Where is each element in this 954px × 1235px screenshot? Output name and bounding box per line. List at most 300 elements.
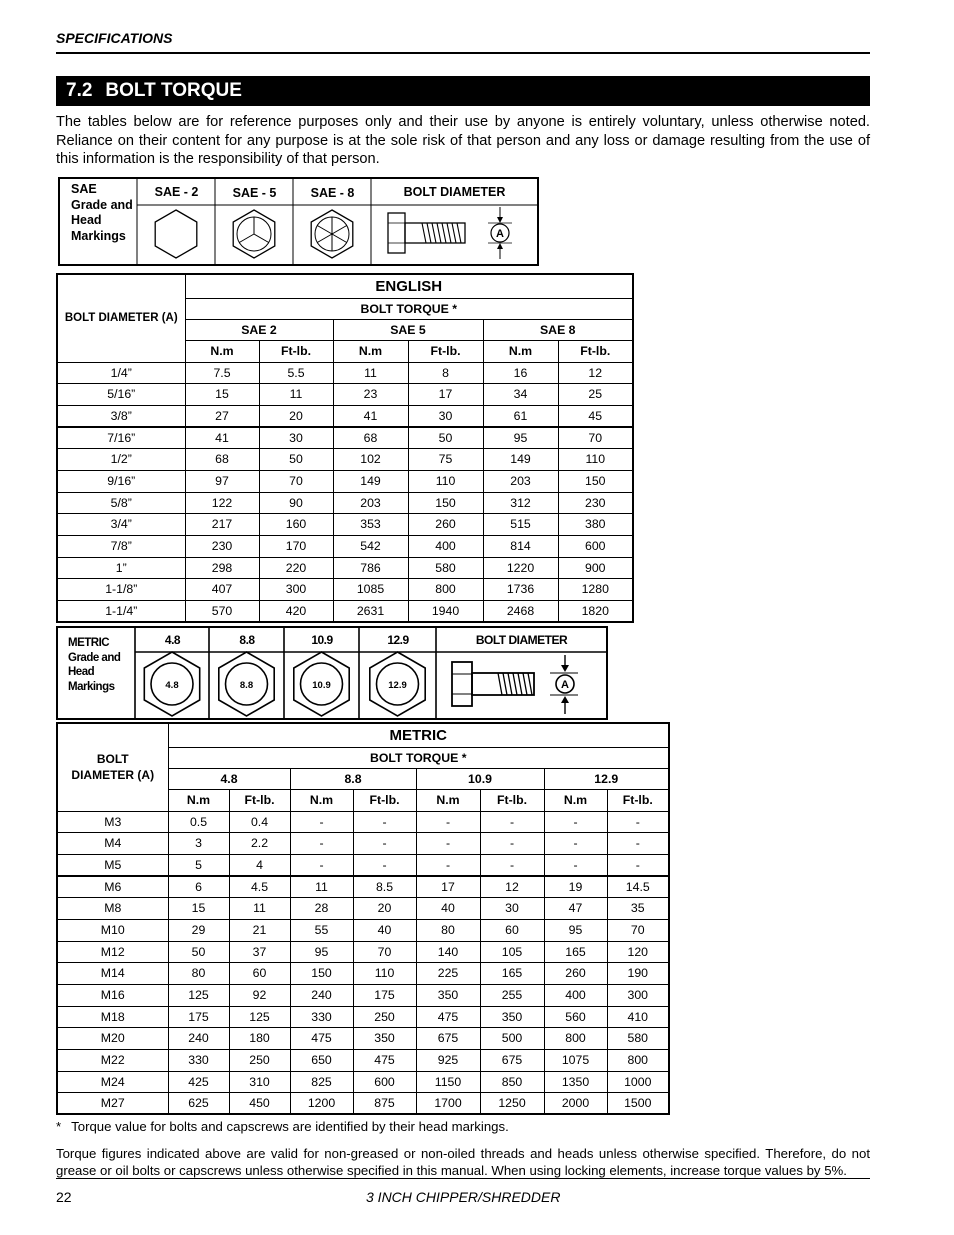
eng-diameter-cell: 1-1/8”	[57, 578, 185, 600]
eng-value-cell: 5.5	[259, 362, 333, 383]
eng-value-cell: 570	[185, 600, 259, 622]
english-title: ENGLISH	[185, 274, 633, 298]
eng-value-cell: 122	[185, 492, 259, 513]
eng-value-cell: 110	[558, 448, 633, 470]
eng-value-cell: 203	[483, 470, 558, 492]
met-value-cell: -	[607, 832, 669, 854]
eng-value-cell: 150	[558, 470, 633, 492]
met-value-cell: 70	[607, 919, 669, 941]
sae-grade-label-2: SAE - 2	[154, 185, 199, 199]
eng-unit-header: N.m	[185, 340, 259, 362]
english-bolt-diameter-header: BOLT DIAMETER (A)	[57, 274, 185, 362]
met-diameter-cell: M20	[57, 1027, 168, 1049]
metric-grade-label: 4.8	[164, 633, 181, 647]
met-value-cell: -	[544, 811, 607, 832]
met-value-cell: 17	[416, 876, 480, 897]
eng-value-cell: 170	[259, 535, 333, 557]
table-row	[57, 919, 669, 941]
eng-diameter-cell: 1/4”	[57, 362, 185, 383]
met-unit-header: Ft-lb.	[229, 789, 290, 811]
met-value-cell: 3	[168, 832, 229, 854]
met-value-cell: 850	[480, 1071, 544, 1092]
met-unit-header: N.m	[290, 789, 353, 811]
met-value-cell: -	[290, 854, 353, 876]
met-value-cell: 35	[607, 897, 669, 919]
met-value-cell: 95	[290, 941, 353, 962]
metric-hexagon-grade-text: 4.8	[165, 680, 179, 691]
eng-diameter-cell: 5/16”	[57, 383, 185, 405]
met-grade-header: 12.9	[544, 768, 669, 789]
eng-value-cell: 149	[333, 470, 408, 492]
eng-value-cell: 600	[558, 535, 633, 557]
sae8-hexagon-icon	[311, 210, 353, 258]
eng-value-cell: 7.5	[185, 362, 259, 383]
metric-grade-hexagon-icon	[219, 652, 274, 716]
metric-grade-hexagon-icon	[144, 652, 199, 716]
met-value-cell: 330	[168, 1049, 229, 1071]
eng-value-cell: 1736	[483, 578, 558, 600]
met-value-cell: 410	[607, 1006, 669, 1027]
met-diameter-cell: M16	[57, 984, 168, 1006]
met-diameter-cell: M10	[57, 919, 168, 941]
met-diameter-cell: M12	[57, 941, 168, 962]
met-value-cell: 5	[168, 854, 229, 876]
met-diameter-cell: M3	[57, 811, 168, 832]
met-value-cell: 1500	[607, 1092, 669, 1114]
eng-value-cell: 68	[185, 448, 259, 470]
met-value-cell: -	[607, 854, 669, 876]
metric-title: METRIC	[168, 723, 669, 747]
met-value-cell: 240	[290, 984, 353, 1006]
met-value-cell: 120	[607, 941, 669, 962]
metric-head-markings	[56, 626, 608, 720]
table-row	[57, 1049, 669, 1071]
sae-bolt-diameter-label: BOLT DIAMETER	[403, 185, 506, 199]
met-value-cell: -	[290, 832, 353, 854]
eng-value-cell: 68	[333, 427, 408, 448]
eng-value-cell: 300	[259, 578, 333, 600]
eng-value-cell: 400	[408, 535, 483, 557]
met-value-cell: 21	[229, 919, 290, 941]
metric-grade-label: 8.8	[239, 633, 255, 647]
eng-diameter-cell: 7/16”	[57, 427, 185, 448]
table-row	[57, 427, 633, 448]
met-value-cell: 400	[544, 984, 607, 1006]
eng-value-cell: 1280	[558, 578, 633, 600]
eng-value-cell: 41	[185, 427, 259, 448]
eng-diameter-cell: 5/8”	[57, 492, 185, 513]
met-grade-header: 4.8	[168, 768, 290, 789]
eng-value-cell: 50	[408, 427, 483, 448]
met-value-cell: -	[416, 854, 480, 876]
met-value-cell: 600	[353, 1071, 416, 1092]
table-row	[57, 535, 633, 557]
met-value-cell: 55	[290, 919, 353, 941]
eng-grade-header: SAE 5	[333, 319, 483, 340]
footer-title: 3 INCH CHIPPER/SHREDDER	[366, 1189, 561, 1205]
table-row	[57, 854, 669, 876]
met-value-cell: 50	[168, 941, 229, 962]
metric-grade-hexagon-icon	[294, 652, 349, 716]
table-row	[57, 1071, 669, 1092]
eng-value-cell: 25	[558, 383, 633, 405]
section-title: BOLT TORQUE	[105, 80, 242, 101]
eng-value-cell: 110	[408, 470, 483, 492]
met-value-cell: 225	[416, 962, 480, 984]
table-row	[57, 876, 669, 897]
met-diameter-cell: M4	[57, 832, 168, 854]
sae-grade-label-5: SAE - 5	[232, 186, 277, 200]
eng-value-cell: 160	[259, 513, 333, 535]
eng-value-cell: 34	[483, 383, 558, 405]
met-value-cell: 140	[416, 941, 480, 962]
metric-bolt-diameter-icon	[452, 655, 578, 714]
met-value-cell: -	[353, 832, 416, 854]
metric-grade-hexagon-icon	[370, 652, 425, 716]
met-value-cell: 350	[416, 984, 480, 1006]
met-value-cell: 60	[229, 962, 290, 984]
met-value-cell: 330	[290, 1006, 353, 1027]
met-value-cell: 29	[168, 919, 229, 941]
section-title-bar	[56, 76, 870, 106]
met-value-cell: 19	[544, 876, 607, 897]
met-value-cell: 150	[290, 962, 353, 984]
eng-value-cell: 149	[483, 448, 558, 470]
eng-value-cell: 30	[259, 427, 333, 448]
met-value-cell: 825	[290, 1071, 353, 1092]
met-value-cell: 95	[544, 919, 607, 941]
met-value-cell: 92	[229, 984, 290, 1006]
eng-value-cell: 1940	[408, 600, 483, 622]
met-value-cell: 475	[416, 1006, 480, 1027]
met-value-cell: 6	[168, 876, 229, 897]
met-value-cell: 1250	[480, 1092, 544, 1114]
eng-unit-header: Ft-lb.	[408, 340, 483, 362]
met-value-cell: 47	[544, 897, 607, 919]
metric-hexagon-grade-text: 12.9	[388, 680, 407, 691]
met-value-cell: 125	[229, 1006, 290, 1027]
eng-value-cell: 11	[259, 383, 333, 405]
met-value-cell: 175	[353, 984, 416, 1006]
met-value-cell: -	[480, 854, 544, 876]
met-value-cell: 800	[607, 1049, 669, 1071]
met-value-cell: 37	[229, 941, 290, 962]
met-value-cell: 165	[544, 941, 607, 962]
eng-value-cell: 17	[408, 383, 483, 405]
met-value-cell: -	[480, 811, 544, 832]
table-row	[57, 513, 633, 535]
met-value-cell: 0.5	[168, 811, 229, 832]
eng-unit-header: Ft-lb.	[259, 340, 333, 362]
section-number: 7.2	[66, 80, 93, 101]
eng-grade-header: SAE 2	[185, 319, 333, 340]
met-value-cell: -	[353, 854, 416, 876]
header-rule	[56, 52, 870, 54]
eng-value-cell: 542	[333, 535, 408, 557]
eng-value-cell: 420	[259, 600, 333, 622]
eng-value-cell: 2468	[483, 600, 558, 622]
met-diameter-cell: M24	[57, 1071, 168, 1092]
met-value-cell: 4.5	[229, 876, 290, 897]
met-unit-header: N.m	[168, 789, 229, 811]
metric-markings-label: METRIC Grade and Head Markings	[68, 637, 121, 693]
met-value-cell: 240	[168, 1027, 229, 1049]
metric-torque-table	[56, 722, 670, 1115]
eng-value-cell: 1820	[558, 600, 633, 622]
eng-value-cell: 41	[333, 405, 408, 427]
table-row	[57, 897, 669, 919]
met-value-cell: 250	[353, 1006, 416, 1027]
met-grade-header: 8.8	[290, 768, 416, 789]
met-value-cell: 560	[544, 1006, 607, 1027]
eng-value-cell: 220	[259, 557, 333, 578]
met-value-cell: 675	[480, 1049, 544, 1071]
met-value-cell: 12	[480, 876, 544, 897]
met-value-cell: 2.2	[229, 832, 290, 854]
met-value-cell: 425	[168, 1071, 229, 1092]
eng-value-cell: 260	[408, 513, 483, 535]
met-value-cell: 11	[229, 897, 290, 919]
met-value-cell: 11	[290, 876, 353, 897]
eng-value-cell: 30	[408, 405, 483, 427]
met-diameter-cell: M22	[57, 1049, 168, 1071]
torque-footnote	[56, 1119, 509, 1134]
table-row	[57, 1027, 669, 1049]
eng-value-cell: 8	[408, 362, 483, 383]
met-value-cell: 1075	[544, 1049, 607, 1071]
table-row	[57, 470, 633, 492]
met-value-cell: 1700	[416, 1092, 480, 1114]
met-value-cell: 15	[168, 897, 229, 919]
eng-unit-header: N.m	[333, 340, 408, 362]
met-value-cell: 80	[168, 962, 229, 984]
table-row	[57, 362, 633, 383]
eng-value-cell: 580	[408, 557, 483, 578]
metric-grade-label: 12.9	[387, 633, 409, 647]
eng-unit-header: N.m	[483, 340, 558, 362]
met-value-cell: 8.5	[353, 876, 416, 897]
metric-torque-label: BOLT TORQUE *	[168, 747, 669, 768]
sae-bolt-diameter-icon	[388, 207, 512, 259]
metric-diameter-marker: A	[561, 679, 569, 691]
met-unit-header: Ft-lb.	[353, 789, 416, 811]
eng-value-cell: 1220	[483, 557, 558, 578]
eng-value-cell: 95	[483, 427, 558, 448]
met-value-cell: 175	[168, 1006, 229, 1027]
eng-value-cell: 102	[333, 448, 408, 470]
met-diameter-cell: M18	[57, 1006, 168, 1027]
met-value-cell: 650	[290, 1049, 353, 1071]
eng-value-cell: 27	[185, 405, 259, 427]
eng-value-cell: 75	[408, 448, 483, 470]
met-value-cell: 350	[353, 1027, 416, 1049]
running-header: SPECIFICATIONS	[56, 30, 173, 46]
sae-diameter-marker: A	[496, 228, 504, 240]
met-value-cell: 125	[168, 984, 229, 1006]
metric-bolt-diameter-header: BOLT DIAMETER (A)	[57, 723, 168, 811]
met-value-cell: 190	[607, 962, 669, 984]
metric-hexagon-grade-text: 8.8	[239, 680, 254, 691]
eng-value-cell: 380	[558, 513, 633, 535]
met-value-cell: 500	[480, 1027, 544, 1049]
met-value-cell: 300	[607, 984, 669, 1006]
met-value-cell: 250	[229, 1049, 290, 1071]
eng-value-cell: 217	[185, 513, 259, 535]
met-value-cell: -	[544, 832, 607, 854]
table-row	[57, 941, 669, 962]
met-value-cell: 800	[544, 1027, 607, 1049]
eng-value-cell: 50	[259, 448, 333, 470]
eng-value-cell: 1085	[333, 578, 408, 600]
met-value-cell: 260	[544, 962, 607, 984]
met-value-cell: 2000	[544, 1092, 607, 1114]
sae2-hexagon-icon	[155, 210, 197, 258]
table-row	[57, 492, 633, 513]
met-unit-header: N.m	[544, 789, 607, 811]
met-unit-header: N.m	[416, 789, 480, 811]
met-value-cell: 350	[480, 1006, 544, 1027]
eng-unit-header: Ft-lb.	[558, 340, 633, 362]
table-row	[57, 984, 669, 1006]
metric-hexagon-grade-text: 10.9	[312, 680, 331, 691]
eng-diameter-cell: 7/8”	[57, 535, 185, 557]
sae-markings-label: SAE Grade and Head Markings	[71, 182, 133, 243]
eng-value-cell: 97	[185, 470, 259, 492]
met-value-cell: -	[290, 811, 353, 832]
eng-value-cell: 298	[185, 557, 259, 578]
eng-value-cell: 90	[259, 492, 333, 513]
met-value-cell: 580	[607, 1027, 669, 1049]
met-diameter-cell: M27	[57, 1092, 168, 1114]
eng-value-cell: 70	[558, 427, 633, 448]
eng-value-cell: 16	[483, 362, 558, 383]
met-value-cell: 1000	[607, 1071, 669, 1092]
met-unit-header: Ft-lb.	[480, 789, 544, 811]
table-row	[57, 962, 669, 984]
table-row	[57, 1092, 669, 1114]
eng-diameter-cell: 1-1/4”	[57, 600, 185, 622]
table-row	[57, 832, 669, 854]
met-value-cell: 0.4	[229, 811, 290, 832]
eng-value-cell: 312	[483, 492, 558, 513]
table-row	[57, 557, 633, 578]
met-value-cell: 30	[480, 897, 544, 919]
footer-rule	[56, 1178, 870, 1179]
eng-value-cell: 23	[333, 383, 408, 405]
met-value-cell: 1350	[544, 1071, 607, 1092]
eng-value-cell: 70	[259, 470, 333, 492]
english-torque-table	[56, 273, 634, 623]
eng-value-cell: 786	[333, 557, 408, 578]
eng-value-cell: 407	[185, 578, 259, 600]
met-value-cell: 1150	[416, 1071, 480, 1092]
table-row	[57, 578, 633, 600]
eng-diameter-cell: 9/16”	[57, 470, 185, 492]
torque-note-paragraph: Torque figures indicated above are valid for non-greased or non-oiled threads and heads unless otherwise specified. Therefore, do not grease or oil bolts or capscrews unless otherwise specified in this manual. When using locking elements, increase torque values by 5%.	[56, 1146, 870, 1178]
eng-value-cell: 12	[558, 362, 633, 383]
table-row	[57, 448, 633, 470]
eng-value-cell: 20	[259, 405, 333, 427]
met-value-cell: -	[480, 832, 544, 854]
eng-value-cell: 2631	[333, 600, 408, 622]
eng-diameter-cell: 3/4”	[57, 513, 185, 535]
met-value-cell: 40	[353, 919, 416, 941]
met-value-cell: 14.5	[607, 876, 669, 897]
eng-value-cell: 61	[483, 405, 558, 427]
met-diameter-cell: M6	[57, 876, 168, 897]
footnote-marker: *	[56, 1119, 62, 1134]
met-value-cell: 310	[229, 1071, 290, 1092]
eng-value-cell: 15	[185, 383, 259, 405]
eng-value-cell: 814	[483, 535, 558, 557]
table-row	[57, 1006, 669, 1027]
met-value-cell: 105	[480, 941, 544, 962]
sae-head-markings	[58, 177, 539, 266]
eng-diameter-cell: 1/2”	[57, 448, 185, 470]
eng-grade-header: SAE 8	[483, 319, 633, 340]
eng-value-cell: 230	[558, 492, 633, 513]
eng-value-cell: 11	[333, 362, 408, 383]
eng-value-cell: 900	[558, 557, 633, 578]
met-value-cell: 180	[229, 1027, 290, 1049]
eng-value-cell: 515	[483, 513, 558, 535]
met-value-cell: 675	[416, 1027, 480, 1049]
met-value-cell: 40	[416, 897, 480, 919]
eng-value-cell: 45	[558, 405, 633, 427]
met-value-cell: 110	[353, 962, 416, 984]
met-value-cell: -	[544, 854, 607, 876]
eng-value-cell: 230	[185, 535, 259, 557]
eng-diameter-cell: 1”	[57, 557, 185, 578]
met-value-cell: -	[416, 811, 480, 832]
met-value-cell: 475	[290, 1027, 353, 1049]
met-value-cell: 875	[353, 1092, 416, 1114]
eng-value-cell: 353	[333, 513, 408, 535]
sae-grade-label-8: SAE - 8	[310, 186, 355, 200]
met-value-cell: 625	[168, 1092, 229, 1114]
met-value-cell: 70	[353, 941, 416, 962]
met-diameter-cell: M8	[57, 897, 168, 919]
met-diameter-cell: M14	[57, 962, 168, 984]
eng-value-cell: 800	[408, 578, 483, 600]
table-row	[57, 811, 669, 832]
met-value-cell: 165	[480, 962, 544, 984]
eng-value-cell: 150	[408, 492, 483, 513]
met-value-cell: 450	[229, 1092, 290, 1114]
met-diameter-cell: M5	[57, 854, 168, 876]
eng-diameter-cell: 3/8”	[57, 405, 185, 427]
table-row	[57, 405, 633, 427]
table-row	[57, 600, 633, 622]
english-torque-label: BOLT TORQUE *	[185, 298, 633, 319]
met-value-cell: 925	[416, 1049, 480, 1071]
met-value-cell: -	[416, 832, 480, 854]
page-number: 22	[56, 1189, 72, 1205]
met-value-cell: 255	[480, 984, 544, 1006]
sae5-hexagon-icon	[233, 210, 275, 258]
metric-grade-label: 10.9	[311, 633, 333, 647]
met-value-cell: 20	[353, 897, 416, 919]
met-value-cell: 28	[290, 897, 353, 919]
met-value-cell: 60	[480, 919, 544, 941]
met-value-cell: -	[353, 811, 416, 832]
met-grade-header: 10.9	[416, 768, 544, 789]
met-value-cell: 4	[229, 854, 290, 876]
met-value-cell: 1200	[290, 1092, 353, 1114]
table-row	[57, 383, 633, 405]
met-unit-header: Ft-lb.	[607, 789, 669, 811]
intro-paragraph: The tables below are for reference purposes only and their use by anyone is entirely voluntary, unless otherwise noted. Reliance on their content for any purpose is at the sole risk of that person and any loss or damage resulting from the use of this information is the responsibility of that person.	[56, 114, 870, 168]
